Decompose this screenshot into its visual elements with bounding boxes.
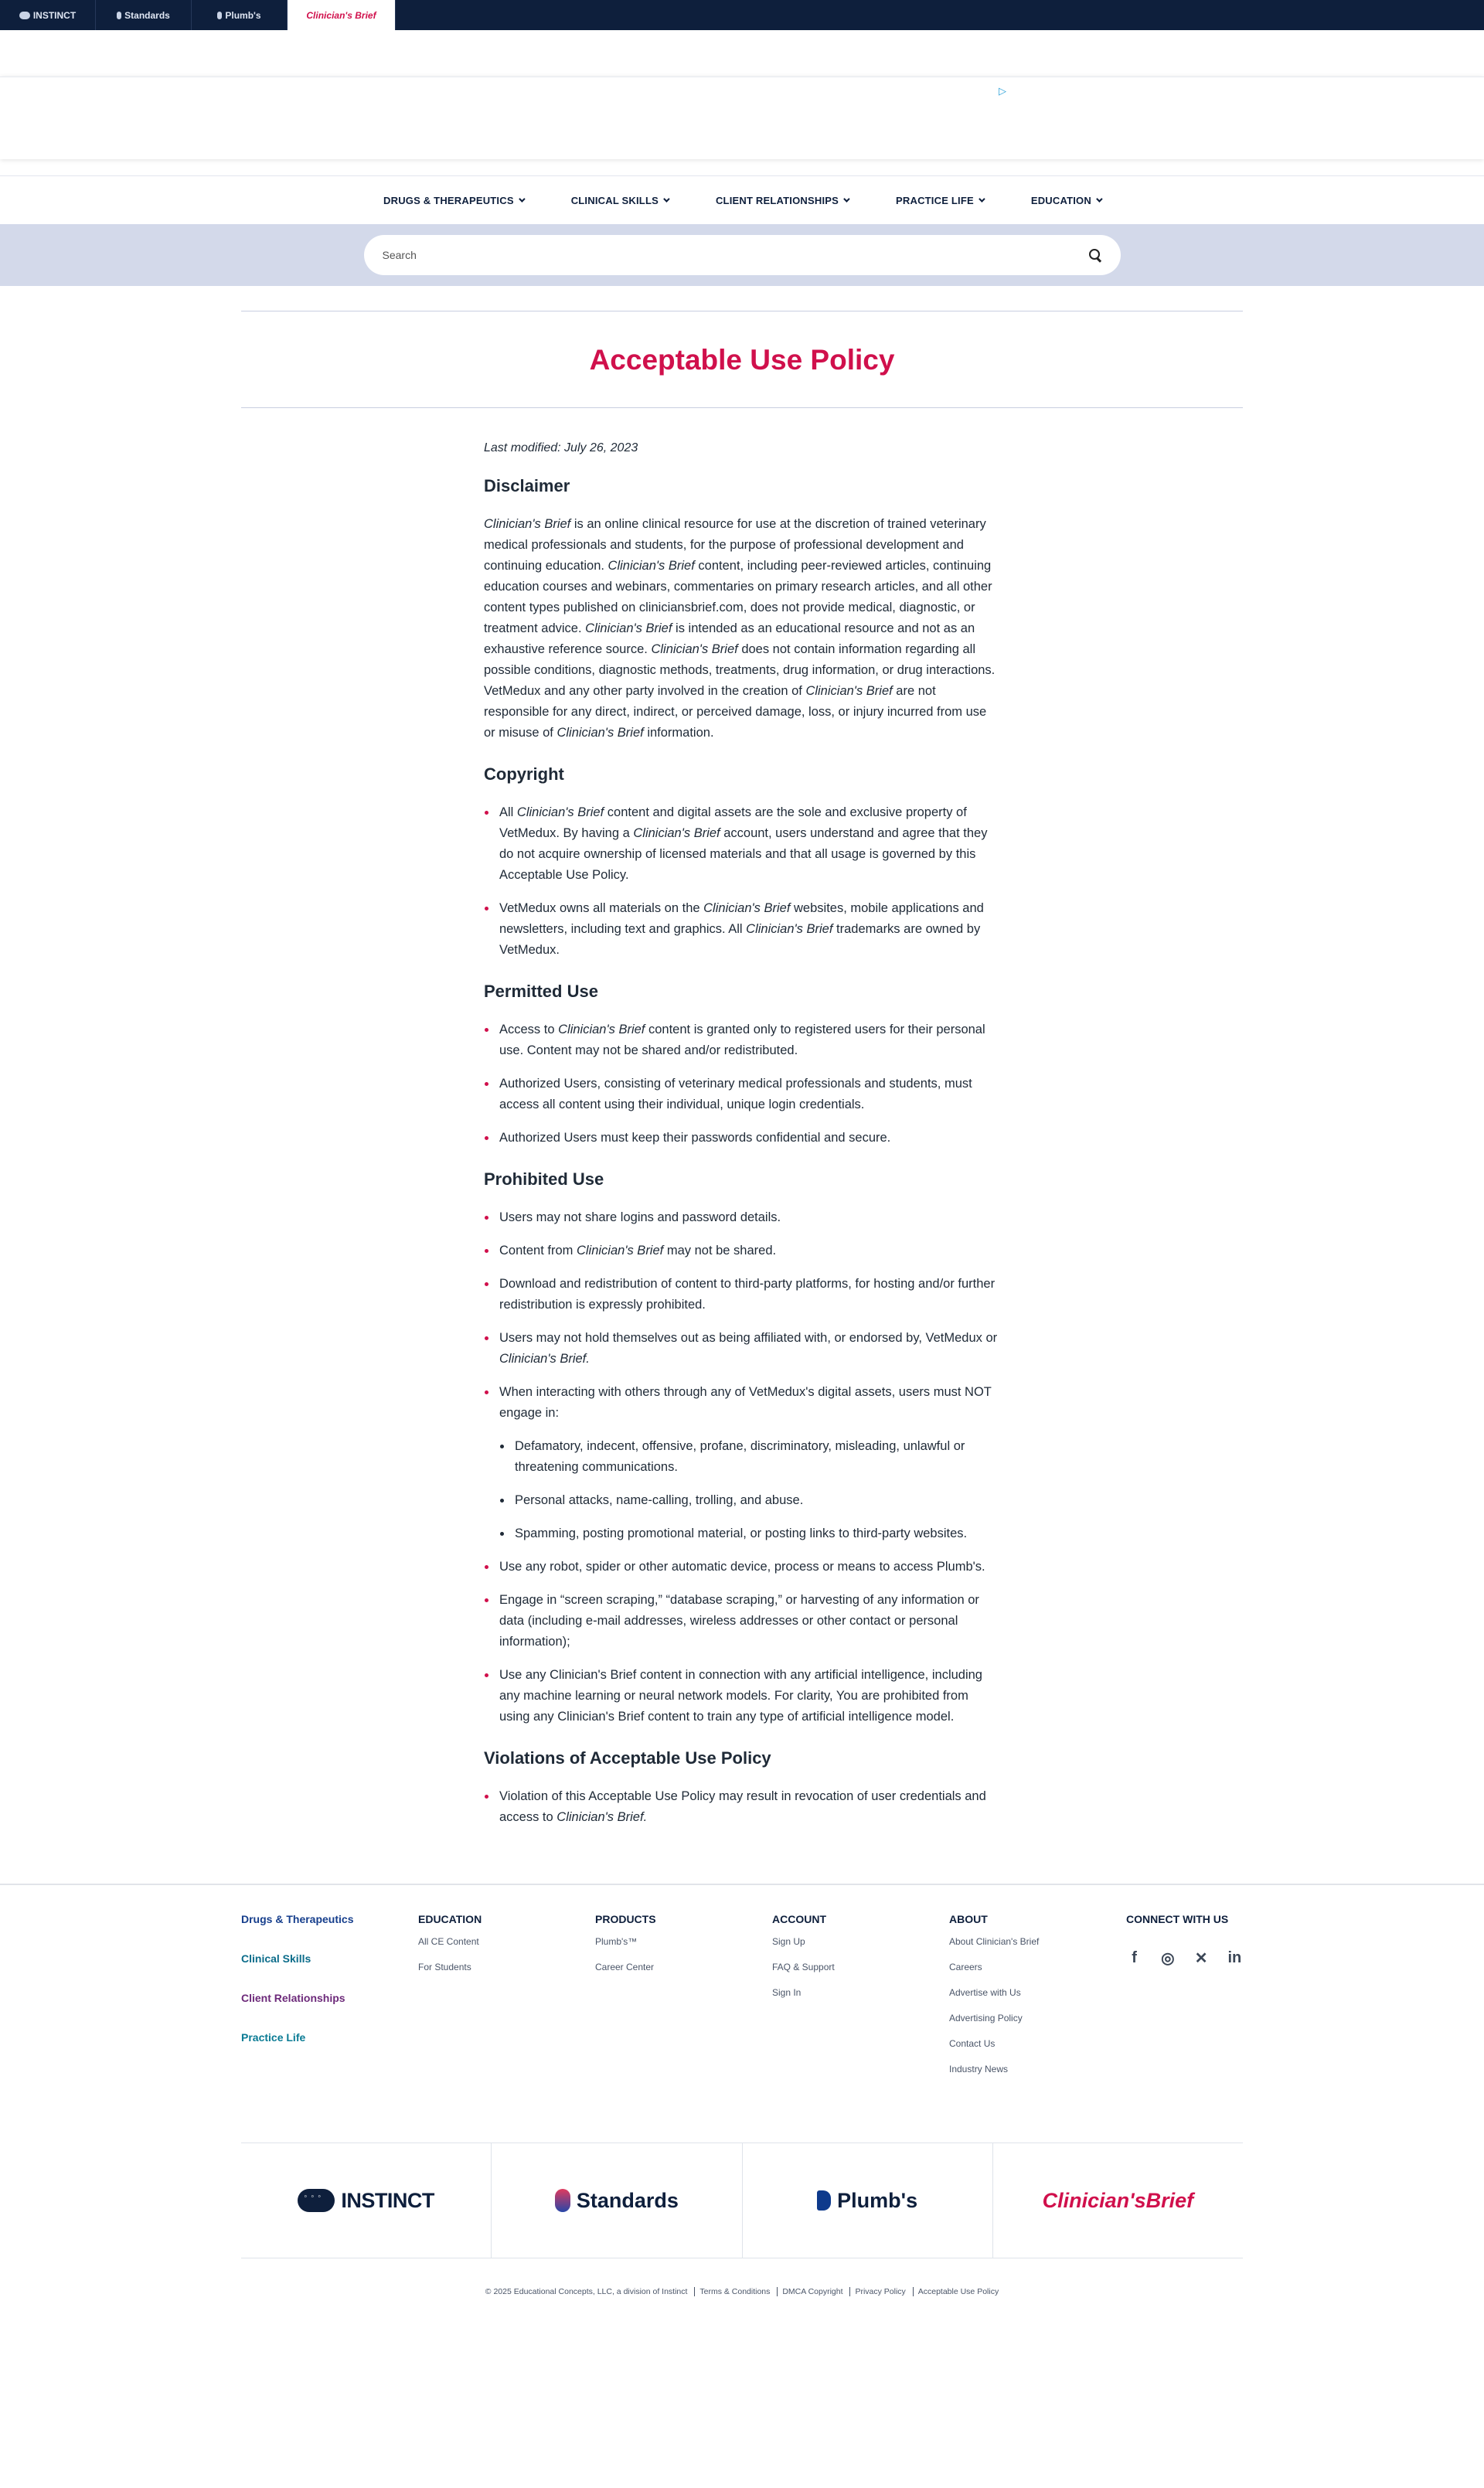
violations-list: [484, 1786, 1000, 1828]
prohibited-list: [484, 1207, 1000, 1727]
instagram-icon[interactable]: ◎: [1161, 1950, 1175, 1967]
chevron-down-icon: [519, 196, 525, 202]
nav-client-relationships[interactable]: CLIENT RELATIONSHIPS: [716, 195, 848, 206]
brand-tab-instinct[interactable]: INSTINCT: [0, 0, 96, 30]
footer-link[interactable]: Sign Up: [772, 1936, 805, 1947]
footer-link-practice-life[interactable]: Practice Life: [241, 2031, 306, 2044]
section-heading-prohibited-use: Prohibited Use: [484, 1169, 604, 1189]
brand-tab-standards[interactable]: Standards: [96, 0, 192, 30]
disclaimer-text: Clinician's Brief is an online clinical resource for use at the discretion of trained veterinary medical professionals and students, for the purpose of professional development and continuing education. Clinician's Brief content, including peer-reviewed articles, continuing education courses and webinars, commentaries on primary research articles, and all other content types published on cliniciansbrief.com, does not provide medical, diagnostic, or treatment advice. Clinician's Brief is intended as an educational resource and not as an exhaustive reference source. Clinician's Brief does not contain information regarding all possible conditions, diagnostic methods, treatments, drug information, or drug interactions. VetMedux and any other party involved in the creation of Clinician's Brief are not responsible for any direct, indirect, or perceived damage, loss, or injury incurred from use or misuse of Clinician's Brief information.: [484, 517, 996, 740]
standards-icon: [117, 12, 121, 19]
plumbs-logo[interactable]: Plumb's: [743, 2143, 993, 2258]
section-heading-disclaimer: Disclaimer: [484, 476, 570, 495]
list-item: Use any robot, spider or other automatic device, process or means to access Plumb's.: [484, 1557, 1000, 1578]
main-content: [241, 311, 1243, 1848]
section-heading-violations: Violations of Acceptable Use Policy: [484, 1748, 771, 1768]
footer-link[interactable]: Career Center: [595, 1962, 655, 1972]
list-item: Engage in “screen scraping,” “database scraping,” or harvesting of any information or data (including e-mail addresses, wireless addresses or other contact or personal information);: [484, 1590, 1000, 1652]
social-links: [1126, 1949, 1243, 1968]
chevron-down-icon: [979, 196, 985, 202]
sub-list: [499, 1436, 1000, 1544]
brand-tab-cliniciansbrief[interactable]: Clinician's Brief: [288, 0, 396, 30]
footer-link[interactable]: Industry News: [949, 2064, 1009, 2074]
list-item: Authorized Users must keep their passwords confidential and secure.: [484, 1128, 1000, 1149]
list-item: Use any Clinician's Brief content in connection with any artificial intelligence, including any machine learning or neural network models. For clarity, You are prohibited from using any Clinician's Brief content to train any type of artificial intelligence model.: [484, 1665, 1000, 1727]
footer-link[interactable]: Advertise with Us: [949, 1987, 1021, 1998]
list-item: Violation of this Acceptable Use Policy may result in revocation of user credentials and access to Clinician's Brief.: [484, 1786, 1000, 1828]
list-item: VetMedux owns all materials on the Clinician's Brief websites, mobile applications and newsletters, including text and graphics. All Clinician's Brief trademarks are owned by VetMedux.: [484, 898, 1000, 961]
search-band: [0, 224, 1484, 286]
nav-practice-life[interactable]: PRACTICE LIFE: [896, 195, 983, 206]
footer-columns: [241, 1913, 1243, 2089]
ad-choices-icon[interactable]: ▷: [999, 85, 1006, 97]
section-heading-copyright: Copyright: [484, 764, 564, 784]
footer-heading: ABOUT: [949, 1913, 988, 1925]
page-title: Acceptable Use Policy: [589, 344, 895, 376]
footer-link[interactable]: Contact Us: [949, 2038, 996, 2049]
list-item: Defamatory, indecent, offensive, profane, discriminatory, misleading, unlawful or threatening communications.: [499, 1436, 1000, 1478]
list-item: When interacting with others through any of VetMedux's digital assets, users must NOT engage in: Defamatory, indecent, offensive, profane, discriminatory, misleading, unlawful or threatening communications. Personal attacks, name-calling, trolling, and abuse. Spamming, posting promotional material, or posting links to third-party websites.: [484, 1382, 1000, 1544]
footer-link-client-relationships[interactable]: Client Relationships: [241, 1992, 345, 2004]
list-item: Users may not hold themselves out as being affiliated with, or endorsed by, VetMedux or Clinician's Brief.: [484, 1328, 1000, 1370]
standards-logo[interactable]: Standards: [492, 2143, 742, 2258]
legal-link-aup[interactable]: Acceptable Use Policy: [913, 2287, 1003, 2296]
linkedin-icon[interactable]: in: [1227, 1949, 1242, 1966]
search-box: [364, 235, 1121, 275]
list-item: Personal attacks, name-calling, trolling, and abuse.: [499, 1490, 1000, 1511]
last-modified: Last modified: July 26, 2023: [484, 441, 638, 454]
facebook-icon[interactable]: f: [1132, 1949, 1137, 1966]
chevron-down-icon: [663, 196, 669, 202]
footer: [0, 1884, 1484, 2296]
legal-link-terms[interactable]: Terms & Conditions: [694, 2287, 774, 2296]
search-icon[interactable]: [1088, 248, 1102, 262]
cliniciansbrief-logo[interactable]: Clinician'sBrief: [1042, 2188, 1194, 2212]
footer-education: [418, 1913, 595, 2089]
list-item: Users may not share logins and password details.: [484, 1207, 1000, 1228]
list-item: Content from Clinician's Brief may not be shared.: [484, 1241, 1000, 1261]
section-heading-permitted-use: Permitted Use: [484, 982, 598, 1001]
list-item: All Clinician's Brief content and digital assets are the sole and exclusive property of VetMedux. By having a Clinician's Brief account, users understand and agree that they do not acquire ownership of licensed materials and that all usage is governed by this Acceptable Use Policy.: [484, 802, 1000, 886]
chevron-down-icon: [843, 196, 849, 202]
permitted-list: [484, 1019, 1000, 1149]
legal-links: [0, 2287, 1484, 2296]
main-nav: [0, 175, 1484, 224]
nav-education[interactable]: EDUCATION: [1031, 195, 1101, 206]
x-icon[interactable]: ✕: [1194, 1950, 1208, 1967]
list-item: Download and redistribution of content to third-party platforms, for hosting and/or further redistribution is expressly prohibited.: [484, 1274, 1000, 1315]
nav-clinical-skills[interactable]: CLINICAL SKILLS: [571, 195, 668, 206]
footer-products: [595, 1913, 772, 2089]
footer-heading: CONNECT WITH US: [1126, 1913, 1229, 1925]
footer-about: [949, 1913, 1126, 2089]
search-input[interactable]: [383, 249, 1030, 261]
ad-banner[interactable]: [0, 77, 1484, 159]
footer-link[interactable]: About Clinician's Brief: [949, 1936, 1040, 1947]
footer-link[interactable]: All CE Content: [418, 1936, 479, 1947]
chevron-down-icon: [1096, 196, 1102, 202]
list-item: Access to Clinician's Brief content is granted only to registered users for their personal use. Content may not be shared and/or redistributed.: [484, 1019, 1000, 1061]
list-item: Spamming, posting promotional material, or posting links to third-party websites.: [499, 1523, 1000, 1544]
footer-link[interactable]: Plumb's™: [595, 1936, 638, 1947]
brand-tab-plumbs[interactable]: Plumb's: [192, 0, 288, 30]
plumbs-icon: [217, 12, 222, 19]
instinct-cloud-icon: [298, 2189, 335, 2212]
standards-icon: [555, 2189, 570, 2212]
footer-link-drugs-therapeutics[interactable]: Drugs & Therapeutics: [241, 1913, 354, 1925]
nav-drugs-therapeutics[interactable]: DRUGS & THERAPEUTICS: [383, 195, 523, 206]
footer-link[interactable]: Advertising Policy: [949, 2013, 1023, 2023]
instinct-cloud-icon: [19, 12, 30, 19]
copyright-list: [484, 802, 1000, 961]
footer-link-clinical-skills[interactable]: Clinical Skills: [241, 1952, 311, 1965]
brand-logos: [241, 2143, 1243, 2258]
legal-link-privacy[interactable]: Privacy Policy: [849, 2287, 910, 2296]
plumbs-icon: [817, 2190, 831, 2211]
copyright-notice: © 2025 Educational Concepts, LLC, a division of Instinct: [485, 2287, 688, 2296]
footer-link[interactable]: Sign In: [772, 1987, 802, 1998]
brand-bar: [0, 0, 1484, 30]
footer-link[interactable]: For Students: [418, 1962, 471, 1972]
footer-link[interactable]: FAQ & Support: [772, 1962, 835, 1972]
list-item: Authorized Users, consisting of veterinary medical professionals and students, must access all content using their individual, unique login credentials.: [484, 1074, 1000, 1115]
policy-article: [484, 408, 1000, 1828]
footer-connect: [1126, 1913, 1243, 2089]
footer-heading: EDUCATION: [418, 1913, 482, 1925]
legal-link-dmca[interactable]: DMCA Copyright: [777, 2287, 847, 2296]
footer-category-links: [241, 1913, 418, 2089]
footer-account: [772, 1913, 949, 2089]
footer-heading: ACCOUNT: [772, 1913, 826, 1925]
footer-heading: PRODUCTS: [595, 1913, 656, 1925]
instinct-logo[interactable]: ◦ ◦ ◦ INSTINCT: [241, 2143, 492, 2258]
footer-link[interactable]: Careers: [949, 1962, 982, 1972]
